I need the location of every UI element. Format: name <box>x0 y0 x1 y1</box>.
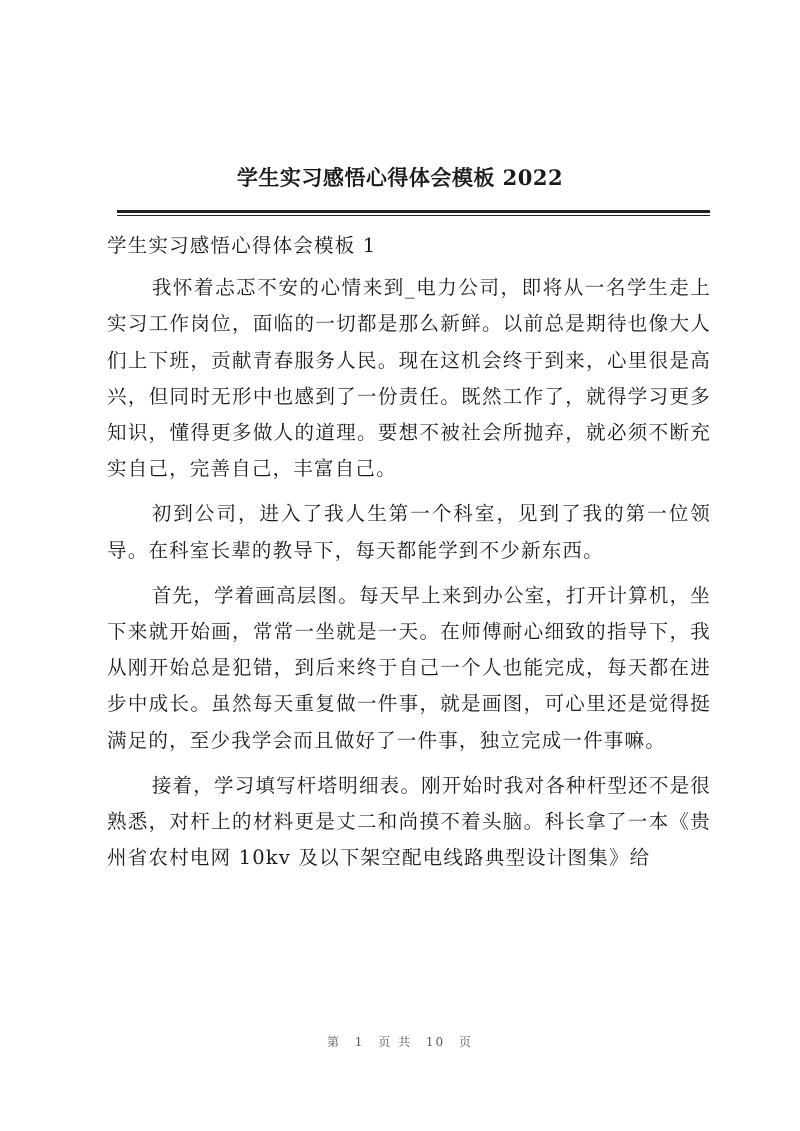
paragraph: 我怀着忐忑不安的心情来到_电力公司，即将从一名学生走上实习工作岗位，面临的一切都是那么新鲜。以前总是期待也像大人们上下班，贡献青春服务人民。现在这机会终于到来，心里很是高兴，但同时无形中也感到了一份责任。既然工作了，就得学习更多知识，懂得更多做人的道理。要想不被社会所抛弃，就必须不断充实自己，完善自己，丰富自己。 <box>107 276 711 481</box>
paragraph: 初到公司，进入了我人生第一个科室，见到了我的第一位领导。在科室长辈的教导下，每天都能学到不少新东西。 <box>107 502 711 562</box>
footer-suffix: 页 <box>459 1035 474 1049</box>
page-footer <box>0 1033 800 1050</box>
title-divider-thin <box>117 215 710 216</box>
document-body <box>107 228 711 885</box>
footer-total-pages: 10 <box>425 1035 446 1049</box>
section-heading: 学生实习感悟心得体会模板 1 <box>107 234 377 257</box>
footer-prefix: 第 <box>326 1035 341 1049</box>
footer-page-number: 1 <box>354 1035 365 1049</box>
paragraph: 接着，学习填写杆塔明细表。刚开始时我对各种杆型还不是很熟悉，对杆上的材料更是丈二和尚摸不着头脑。科长拿了一本《贵州省农村电网 10kv 及以下架空配电线路典型设计图集》给 <box>107 773 711 870</box>
paragraph: 首先，学着画高层图。每天早上来到办公室，打开计算机，坐下来就开始画，常常一坐就是一天。在师傅耐心细致的指导下，我从刚开始总是犯错，到后来终于自己一个人也能完成，每天都在进步中成长。虽然每天重复做一件事，就是画图，可心里还是觉得挺满足的，至少我学会而且做好了一件事，独立完成一件事嘛。 <box>107 583 711 752</box>
title-divider <box>117 210 710 213</box>
footer-middle: 页 共 <box>378 1035 413 1049</box>
document-title: 学生实习感悟心得体会模板 2022 <box>236 165 564 190</box>
